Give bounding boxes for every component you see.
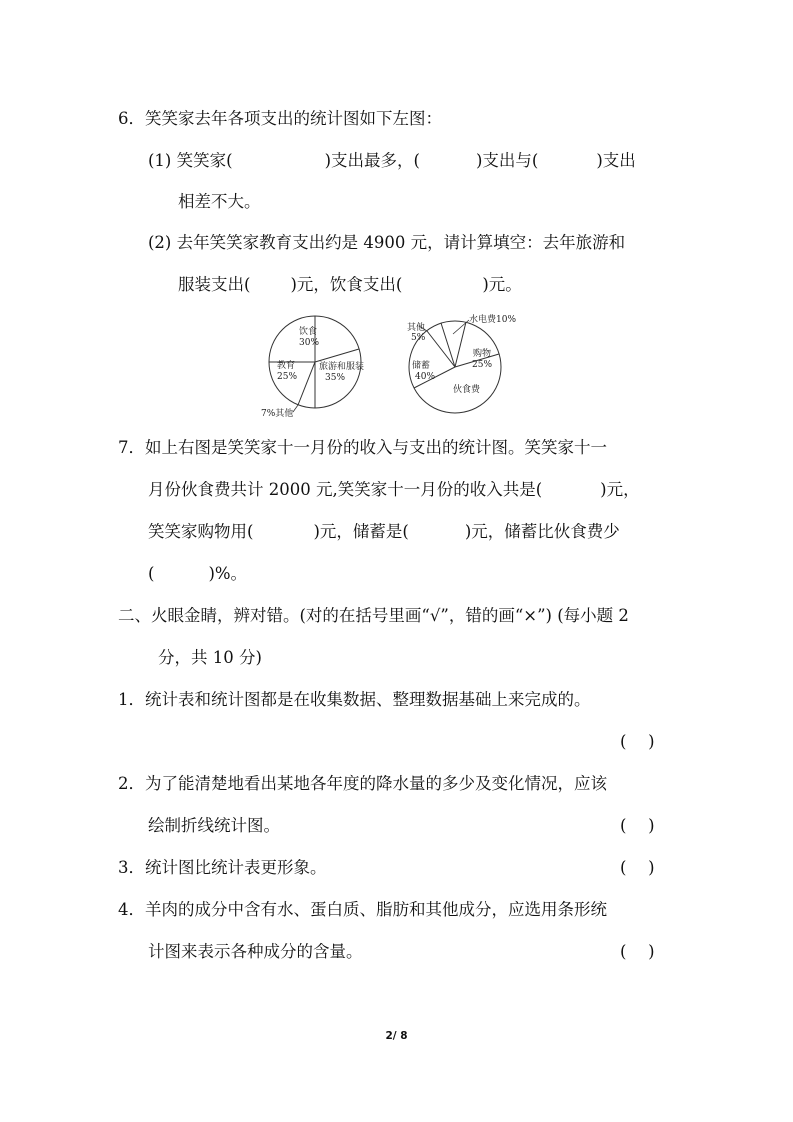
q7-l2-a: 月份伙食费共计 2000 元,笑笑家十一月份的收入共是( (148, 480, 543, 499)
right-pie-label-food: 伙食费 (453, 385, 481, 395)
q7-l4-b: )%。 (208, 564, 248, 583)
q7-l3-b: )元，储蓄是( (313, 522, 409, 541)
right-pie-value-other: 5% (411, 333, 426, 343)
q6-p1-a: (1) 笑笑家( (148, 151, 233, 170)
q6-p1-b: )支出最多，( (324, 151, 420, 170)
left-pie-chart (261, 316, 364, 419)
section2-heading-line2: 分，共 10 分) (158, 648, 262, 667)
right-pie-label-utilities: 水电费10% (469, 315, 517, 325)
q7-l3-c: )元，储蓄比伙食费少 (464, 522, 620, 541)
item2-text-line1: 2．为了能清楚地看出某地各年度的降水量的多少及变化情况，应该 (118, 774, 607, 793)
left-pie-label-travel: 旅游和服装 (319, 362, 365, 372)
q6-stem: 6．笑笑家去年各项支出的统计图如下左图： (118, 109, 442, 128)
pie-charts-figure (255, 312, 585, 422)
q7-l3-a: 笑笑家购物用( (148, 522, 254, 541)
left-pie-label-other: 7%其他 (261, 409, 294, 419)
right-pie-chart (407, 313, 516, 413)
q7-line3 (148, 521, 620, 543)
q6-p2-b: 服装支出( (178, 275, 251, 294)
q7-line2 (148, 479, 640, 501)
left-pie-value-education: 25% (277, 372, 298, 382)
right-pie-value-shopping: 25% (472, 360, 493, 370)
item1-answer-paren[interactable]: ( ) (620, 732, 655, 751)
left-pie-label-diet: 饮食 (299, 327, 318, 337)
right-pie-label-savings: 储蓄 (412, 361, 431, 371)
right-pie-label-shopping: 购物 (473, 349, 492, 359)
left-pie-value-diet: 30% (299, 338, 320, 348)
q6-p2-d: )元。 (482, 275, 522, 294)
q7-line4 (148, 563, 247, 585)
q7-line1: 7．如上右图是笑笑家十一月份的收入与支出的统计图。笑笑家十一 (118, 438, 607, 457)
q6-part2-line2 (178, 274, 522, 296)
item3-text: 3．统计图比统计表更形象。 (118, 858, 327, 877)
q6-p1-d: )支出 (596, 151, 636, 170)
q6-p2-c: )元，饮食支出( (290, 275, 403, 294)
item1-text: 1．统计表和统计图都是在收集数据、整理数据基础上来完成的。 (118, 690, 591, 709)
item3-answer-paren[interactable]: ( ) (620, 858, 655, 877)
q7-l4-a: ( (148, 564, 155, 583)
page-number: 2/ 8 (385, 1030, 408, 1042)
item2-text-line2: 绘制折线统计图。 (148, 816, 280, 835)
q7-l2-b: )元， (600, 480, 640, 499)
q6-part2-line1: (2) 去年笑笑家教育支出约是 4900 元，请计算填空：去年旅游和 (148, 233, 626, 252)
q6-p1-c: )支出与( (475, 151, 539, 170)
left-pie-leader (293, 405, 298, 412)
left-pie-value-travel: 35% (325, 373, 346, 383)
q6-part1-line1 (148, 150, 636, 172)
item4-answer-paren[interactable]: ( ) (620, 942, 655, 961)
item4-text-line1: 4．羊肉的成分中含有水、蛋白质、脂肪和其他成分，应选用条形统 (118, 900, 607, 919)
section2-heading-line1: 二、火眼金睛，辨对错。(对的在括号里画“√”，错的画“×”) (每小题 2 (118, 606, 629, 625)
q6-part1-line2: 相差不大。 (178, 192, 261, 211)
right-pie-label-other: 其他 (407, 323, 426, 333)
left-pie-label-education: 教育 (277, 361, 296, 371)
item2-answer-paren[interactable]: ( ) (620, 816, 655, 835)
item4-text-line2: 计图来表示各种成分的含量。 (148, 942, 363, 961)
right-pie-value-savings: 40% (415, 372, 436, 382)
